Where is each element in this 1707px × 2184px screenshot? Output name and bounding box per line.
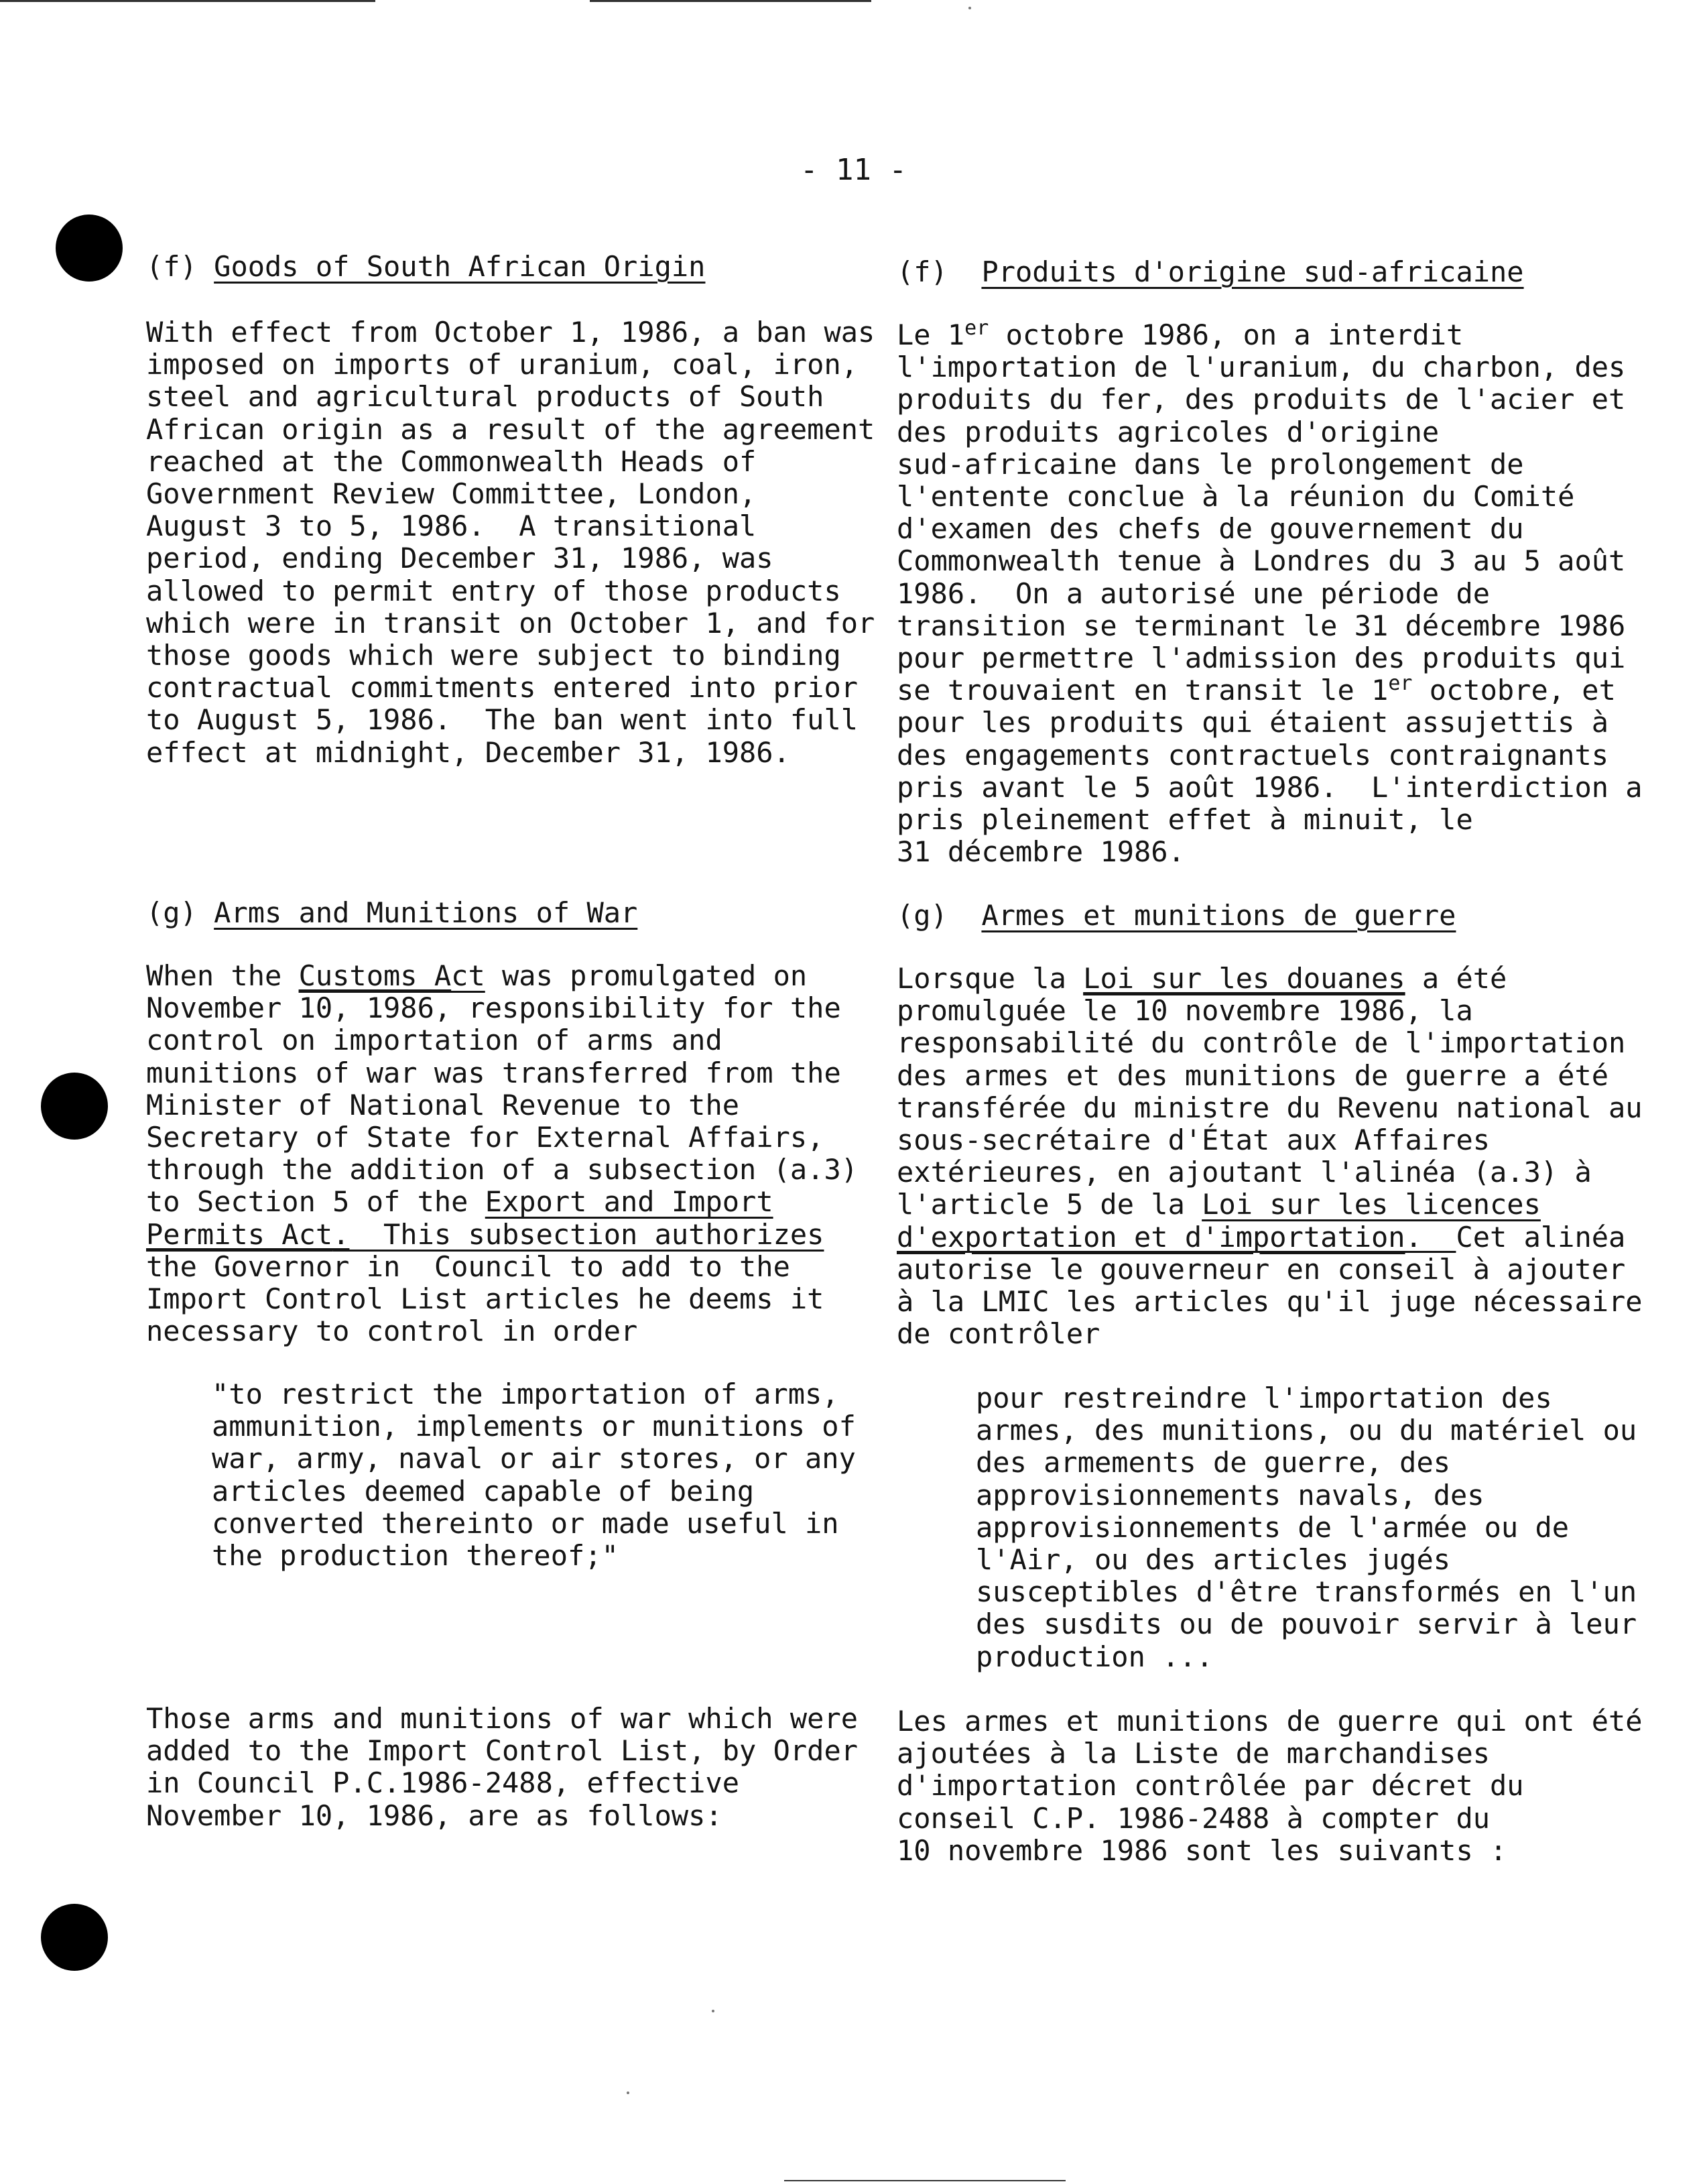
section-f-heading-en xyxy=(146,251,705,283)
scan-speck xyxy=(627,2091,629,2094)
text-line: pris pleinement effet à minuit, le xyxy=(897,803,1473,837)
text-line: l'importation de l'uranium, du charbon, des xyxy=(897,351,1626,384)
section-f-body-en xyxy=(146,316,875,769)
text-line: contractual commitments entered into prior xyxy=(146,671,859,705)
text-line: When the Customs Act was promulgated on xyxy=(146,959,808,992)
statute-title: Loi sur les licences xyxy=(1202,1188,1541,1221)
text-line: to August 5, 1986. The ban went into full xyxy=(146,703,859,737)
text-line: des armes et des munitions de guerre a été xyxy=(897,1058,1609,1092)
scan-speck xyxy=(968,7,971,9)
text-line: produits du fer, des produits de l'acier et xyxy=(897,383,1626,416)
section-title: Goods of South African Origin xyxy=(214,250,706,283)
text-line: Minister of National Revenue to the xyxy=(146,1088,740,1121)
text-line: d'exportation et d'importation. Cet alinéa xyxy=(897,1220,1626,1254)
text-line: period, ending December 31, 1986, was xyxy=(146,542,773,575)
text-line: those goods which were subject to binding xyxy=(146,639,841,672)
section-title: Produits d'origine sud-africaine xyxy=(981,255,1524,288)
section-g-body-en xyxy=(146,960,858,1347)
text-line: des produits agricoles d'origine xyxy=(897,415,1440,448)
text-line: pour restreindre l'importation des xyxy=(976,1382,1552,1414)
text-line: transition se terminant le 31 décembre 1986 xyxy=(897,609,1626,642)
text-line: approvisionnements navals, des xyxy=(976,1478,1484,1512)
quotation-en xyxy=(212,1378,856,1572)
text-line: approvisionnements de l'armée ou de xyxy=(976,1510,1570,1544)
text-line: 10 novembre 1986 sont les suivants : xyxy=(897,1833,1507,1867)
text-line: November 10, 1986, are as follows: xyxy=(146,1799,722,1832)
text-line: promulguée le 10 novembre 1986, la xyxy=(897,994,1473,1028)
text-line: ammunition, implements or munitions of xyxy=(212,1410,856,1443)
statute-title: d'exportation et d'importation xyxy=(897,1220,1405,1254)
section-f-body-fr xyxy=(897,316,1643,869)
text-line: necessary to control in order xyxy=(146,1315,638,1348)
text-line: war, army, naval or air stores, or any xyxy=(212,1442,856,1475)
text-line: in Council P.C.1986-2488, effective xyxy=(146,1766,740,1800)
text-line: extérieures, en ajoutant l'alinéa (a.3) à xyxy=(897,1156,1592,1189)
text-line: imposed on imports of uranium, coal, iron, xyxy=(146,348,859,381)
statute-title: Permits Act xyxy=(146,1217,333,1251)
text-line: susceptibles d'être transformés en l'un xyxy=(976,1575,1637,1609)
text-line: to Section 5 of the Export and Import xyxy=(146,1185,773,1219)
text-line: Permits Act. This subsection authorizes xyxy=(146,1217,824,1251)
text-line: ajoutées à la Liste de marchandises xyxy=(897,1737,1491,1770)
text-line: which were in transit on October 1, and for xyxy=(146,606,875,640)
statute-title: Export and Import xyxy=(485,1185,773,1219)
quotation-fr xyxy=(976,1382,1637,1673)
text-line: production ... xyxy=(976,1640,1214,1673)
text-line: pour les produits qui étaient assujettis à xyxy=(897,706,1609,739)
section-g-body-fr xyxy=(897,963,1643,1350)
section-letter: (g) xyxy=(897,899,948,932)
section-letter: (f) xyxy=(897,255,948,288)
section-g-heading-fr xyxy=(897,900,1456,932)
text-line: d'examen des chefs de gouvernement du xyxy=(897,512,1524,546)
text-line: Les armes et munitions de guerre qui ont été xyxy=(897,1705,1643,1738)
text-line: Import Control List articles he deems it xyxy=(146,1282,824,1316)
text-line: transférée du ministre du Revenu national au xyxy=(897,1091,1643,1124)
text-line: African origin as a result of the agreement xyxy=(146,412,875,446)
scan-edge-line xyxy=(0,0,375,2)
punch-hole-bottom xyxy=(41,1904,108,1971)
section-title: Arms and Munitions of War xyxy=(214,896,638,929)
text-line: l'article 5 de la Loi sur les licences xyxy=(897,1188,1541,1221)
text-line: des susdits ou de pouvoir servir à leur xyxy=(976,1607,1637,1641)
text-line: the Governor in Council to add to the xyxy=(146,1250,790,1283)
text-line: With effect from October 1, 1986, a ban was xyxy=(146,316,875,349)
text-line: 31 décembre 1986. xyxy=(897,835,1185,869)
text-line: added to the Import Control List, by Order xyxy=(146,1734,859,1768)
text-line: conseil C.P. 1986-2488 à compter du xyxy=(897,1801,1491,1835)
text-line: articles deemed capable of being xyxy=(212,1474,755,1508)
punch-hole-middle xyxy=(41,1073,108,1140)
text-line: des armements de guerre, des xyxy=(976,1446,1451,1479)
text-line: l'Air, ou des articles jugés xyxy=(976,1543,1451,1577)
text-line: autorise le gouverneur en conseil à ajouter xyxy=(897,1252,1626,1286)
text-line: the production thereof;" xyxy=(212,1539,619,1573)
text-line: Secretary of State for External Affairs, xyxy=(146,1121,824,1154)
statute-title: Loi sur les douanes xyxy=(1083,962,1405,995)
text-line: allowed to permit entry of those products xyxy=(146,574,841,607)
punch-hole-top xyxy=(56,215,123,282)
text-line: November 10, 1986, responsibility for the xyxy=(146,991,841,1025)
scan-speck xyxy=(712,2010,714,2012)
text-line: l'entente conclue à la réunion du Comité xyxy=(897,480,1575,513)
closing-paragraph-en xyxy=(146,1703,858,1832)
text-line: responsabilité du contrôle de l'importation xyxy=(897,1026,1626,1060)
text-line: armes, des munitions, ou du matériel ou xyxy=(976,1414,1637,1447)
closing-paragraph-fr xyxy=(897,1705,1643,1867)
page-number: - 11 - xyxy=(800,153,907,187)
text-line: se trouvaient en transit le 1er octobre, et xyxy=(897,672,1616,707)
text-line: Government Review Committee, London, xyxy=(146,477,757,511)
text-line: sous-secrétaire d'État aux Affaires xyxy=(897,1124,1491,1157)
scan-edge-line xyxy=(784,2180,1066,2181)
text-line: through the addition of a subsection (a.3) xyxy=(146,1153,859,1187)
text-line: August 3 to 5, 1986. A transitional xyxy=(146,509,757,543)
text-line: Those arms and munitions of war which were xyxy=(146,1702,859,1735)
statute-title: Customs Act xyxy=(298,959,485,992)
text-line: pris avant le 5 août 1986. L'interdiction a xyxy=(897,770,1643,804)
text-line: 1986. On a autorisé une période de xyxy=(897,577,1491,610)
text-line: reached at the Commonwealth Heads of xyxy=(146,444,757,478)
text-line: munitions of war was transferred from the xyxy=(146,1056,841,1089)
text-line: control on importation of arms and xyxy=(146,1024,722,1057)
text-line: pour permettre l'admission des produits qui xyxy=(897,642,1626,675)
text-line: des engagements contractuels contraignants xyxy=(897,738,1609,772)
text-line: Lorsque la Loi sur les douanes a été xyxy=(897,962,1507,995)
text-line: sud-africaine dans le prolongement de xyxy=(897,447,1524,481)
section-g-heading-en xyxy=(146,897,637,929)
section-title: Armes et munitions de guerre xyxy=(981,899,1456,932)
text-line: de contrôler xyxy=(897,1317,1100,1351)
section-f-heading-fr xyxy=(897,256,1524,288)
section-letter: (g) xyxy=(146,896,197,929)
text-line: d'importation contrôlée par décret du xyxy=(897,1769,1524,1803)
section-letter: (f) xyxy=(146,250,197,283)
text-line: Le 1er octobre 1986, on a interdit xyxy=(897,316,1464,351)
text-line: effect at midnight, December 31, 1986. xyxy=(146,735,790,769)
text-line: "to restrict the importation of arms, xyxy=(212,1378,839,1410)
text-line: converted thereinto or made useful in xyxy=(212,1506,839,1540)
text-line: steel and agricultural products of South xyxy=(146,380,824,414)
text-line: à la LMIC les articles qu'il juge nécessaire xyxy=(897,1285,1643,1319)
text-line: Commonwealth tenue à Londres du 3 au 5 août xyxy=(897,544,1626,578)
scan-edge-line xyxy=(590,0,871,2)
